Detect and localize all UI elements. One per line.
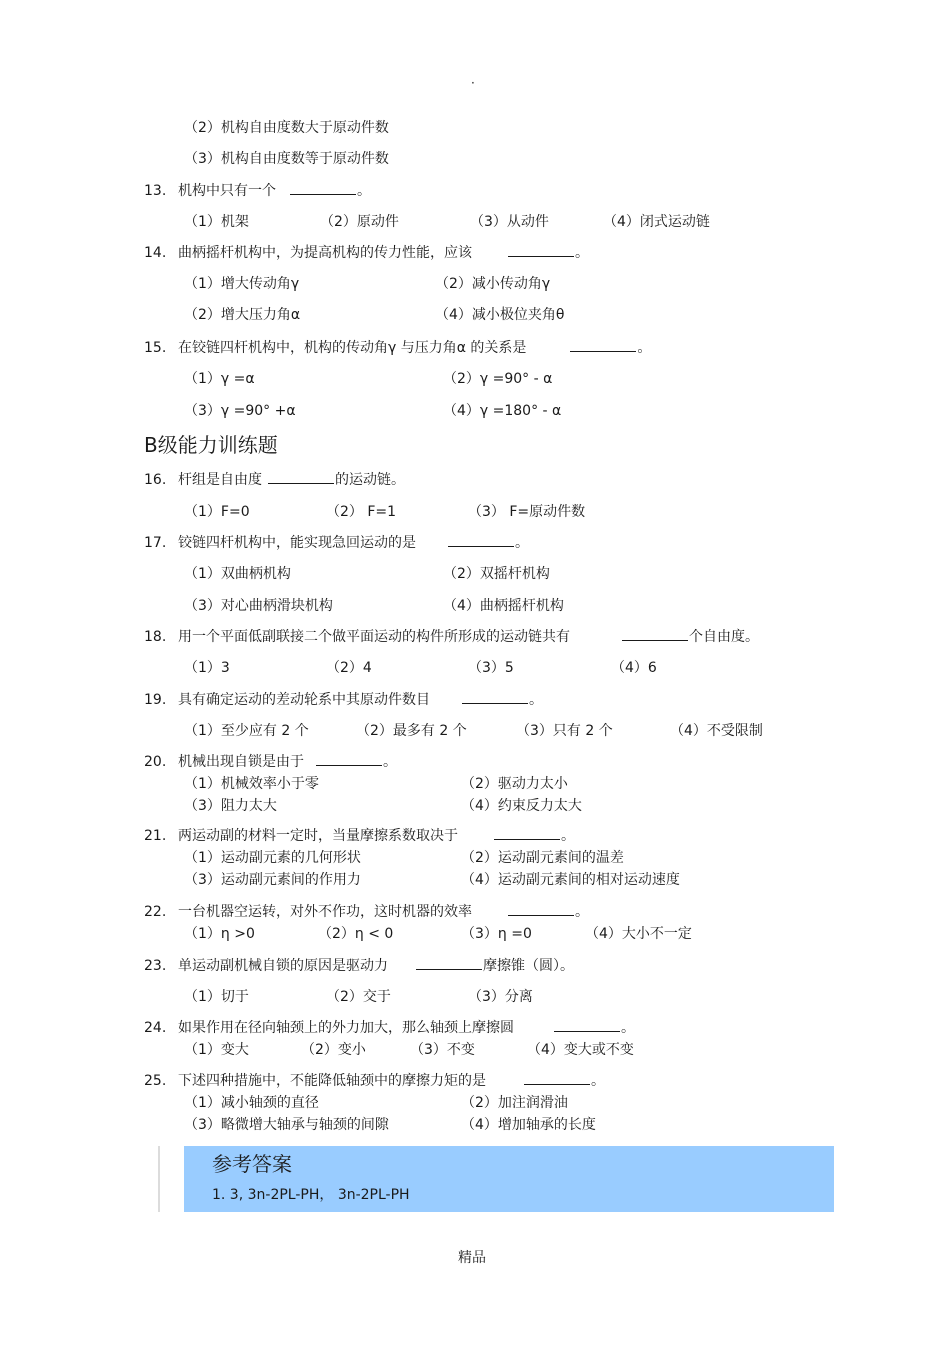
option-text: （2）双摇杆机构	[443, 566, 550, 582]
option-text: （3）分离	[468, 989, 533, 1005]
question-number: 20.	[144, 754, 167, 770]
question-number: 22.	[144, 904, 167, 920]
question-number: 23.	[144, 958, 167, 974]
answer-blank	[268, 471, 334, 484]
option-text: （3）阻力太大	[184, 798, 277, 814]
question-number: 16.	[144, 472, 167, 488]
question-number: 24.	[144, 1020, 167, 1036]
option-text: （4）变大或不变	[527, 1042, 634, 1058]
option-text: （3）机构自由度数等于原动件数	[184, 151, 389, 167]
question-stem: 曲柄摇杆机构中，为提高机构的传力性能，应该 。	[178, 245, 589, 261]
option-text: （2）增大压力角α	[184, 307, 301, 323]
option-text: （1）3	[184, 660, 230, 676]
option-text: （3）从动件	[470, 214, 549, 230]
page-header-mark: ·	[471, 76, 475, 90]
option-text: （2）驱动力太小	[461, 776, 568, 792]
question-stem: 两运动副的材料一定时，当量摩擦系数取决于 。	[178, 828, 575, 844]
answer-blank	[416, 957, 482, 970]
question-number: 25.	[144, 1073, 167, 1089]
option-text: （2）最多有 2 个	[356, 723, 467, 739]
option-text: （1）至少应有 2 个	[184, 723, 309, 739]
option-text: （2）运动副元素间的温差	[461, 850, 624, 866]
option-text: （4）曲柄摇杆机构	[443, 598, 564, 614]
option-text: （2）减小传动角γ	[435, 276, 551, 292]
answer-blank	[524, 1072, 590, 1085]
answer-blank	[622, 628, 688, 641]
question-stem: 一台机器空运转，对外不作功，这时机器的效率 。	[178, 904, 589, 920]
question-stem: 铰链四杆机构中，能实现急回运动的是 。	[178, 535, 529, 551]
option-text: （3）γ =90° +α	[184, 403, 296, 419]
question-stem: 机械出现自锁是由于 。	[178, 754, 397, 770]
option-text: （4）6	[611, 660, 657, 676]
option-text: （1）增大传动角γ	[184, 276, 300, 292]
option-text: （4）γ =180° - α	[443, 403, 562, 419]
option-text: （2）交于	[326, 989, 391, 1005]
option-text: （2）加注润滑油	[461, 1095, 568, 1111]
option-text: （1）减小轴颈的直径	[184, 1095, 319, 1111]
option-text: （3）略微增大轴承与轴颈的间隙	[184, 1117, 389, 1133]
option-text: （1）γ =α	[184, 371, 255, 387]
option-text: （4）运动副元素间的相对运动速度	[461, 872, 680, 888]
question-stem: 下述四种措施中，不能降低轴颈中的摩擦力矩的是 。	[178, 1073, 605, 1089]
option-text: （3）不变	[410, 1042, 475, 1058]
option-text: （3）η =0	[461, 926, 532, 942]
option-text: （1）切于	[184, 989, 249, 1005]
question-number: 15.	[144, 340, 167, 356]
question-stem: 用一个平面低副联接二个做平面运动的构件所形成的运动链共有 个自由度。	[178, 629, 759, 645]
answer-box-border	[158, 1146, 160, 1212]
question-stem: 在铰链四杆机构中，机构的传动角γ 与压力角α 的关系是 。	[178, 340, 652, 356]
option-text: （4）大小不一定	[585, 926, 692, 942]
question-number: 21.	[144, 828, 167, 844]
answer-blank	[508, 903, 574, 916]
answer-blank	[494, 827, 560, 840]
question-number: 14.	[144, 245, 167, 261]
answer-blank	[508, 244, 574, 257]
answer-blank	[290, 182, 356, 195]
option-text: （4）约束反力太大	[461, 798, 582, 814]
question-stem: 杆组是自由度 的运动链。	[178, 472, 405, 488]
answer-blank	[448, 534, 514, 547]
question-number: 18.	[144, 629, 167, 645]
option-text: （2）4	[326, 660, 372, 676]
question-stem: 机构中只有一个 。	[178, 183, 371, 199]
option-text: （1）变大	[184, 1042, 249, 1058]
answer-blank	[462, 691, 528, 704]
question-number: 19.	[144, 692, 167, 708]
answer-blank	[554, 1019, 620, 1032]
option-text: （1）机械效率小于零	[184, 776, 319, 792]
question-number: 17.	[144, 535, 167, 551]
option-text: （1）机架	[184, 214, 249, 230]
option-text: （2）η < 0	[318, 926, 394, 942]
answer-blank	[570, 339, 636, 352]
question-number: 13.	[144, 183, 167, 199]
option-text: （2）原动件	[320, 214, 399, 230]
option-text: （1）η >0	[184, 926, 255, 942]
option-text: （1）双曲柄机构	[184, 566, 291, 582]
option-text: （3） F=原动件数	[468, 504, 586, 520]
option-text: （4）减小极位夹角θ	[435, 307, 565, 323]
option-text: （2）γ =90° - α	[443, 371, 553, 387]
section-title: B级能力训练题	[144, 433, 278, 457]
question-stem: 单运动副机械自锁的原因是驱动力 摩擦锥（圆）。	[178, 958, 574, 974]
question-stem: 如果作用在径向轴颈上的外力加大，那么轴颈上摩擦圆 。	[178, 1020, 635, 1036]
option-text: （2）变小	[301, 1042, 366, 1058]
option-text: （3）对心曲柄滑块机构	[184, 598, 333, 614]
option-text: （3）5	[468, 660, 514, 676]
option-text: （2） F=1	[326, 504, 397, 520]
option-text: （4）不受限制	[670, 723, 763, 739]
option-text: （3）只有 2 个	[516, 723, 613, 739]
question-stem: 具有确定运动的差动轮系中其原动件数目 。	[178, 692, 543, 708]
option-text: （4）增加轴承的长度	[461, 1117, 596, 1133]
answer-title: 参考答案	[212, 1152, 292, 1176]
answer-blank	[316, 753, 382, 766]
answer-line: 1. 3, 3n-2PL-PH， 3n-2PL-PH	[212, 1187, 410, 1203]
option-text: （4）闭式运动链	[603, 214, 710, 230]
option-text: （2）机构自由度数大于原动件数	[184, 120, 389, 136]
page-footer: 精品	[458, 1250, 486, 1266]
option-text: （1）运动副元素的几何形状	[184, 850, 361, 866]
option-text: （3）运动副元素间的作用力	[184, 872, 361, 888]
option-text: （1）F=0	[184, 504, 250, 520]
